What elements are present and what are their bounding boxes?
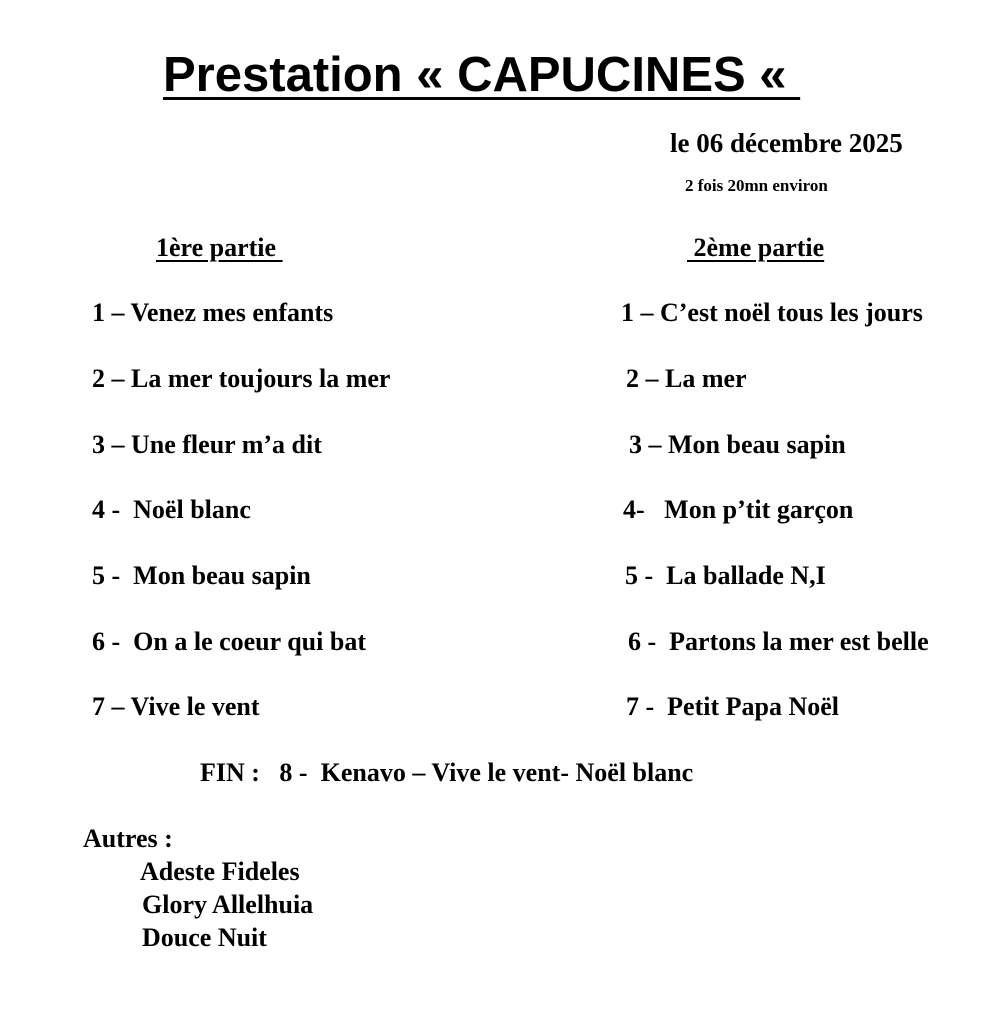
part1-song-3: 3 – Une fleur m’a dit <box>92 430 322 459</box>
other-song-3: Douce Nuit <box>142 923 267 952</box>
part2-song-6: 6 - Partons la mer est belle <box>628 627 929 656</box>
part2-song-5: 5 - La ballade N,I <box>625 561 826 590</box>
event-date: le 06 décembre 2025 <box>670 128 903 158</box>
part1-song-6: 6 - On a le coeur qui bat <box>92 627 366 656</box>
part1-song-7: 7 – Vive le vent <box>92 692 260 721</box>
part2-song-7: 7 - Petit Papa Noël <box>626 692 840 721</box>
part1-song-5: 5 - Mon beau sapin <box>92 561 311 590</box>
part2-song-2: 2 – La mer <box>626 364 747 393</box>
others-label: Autres : <box>83 824 173 853</box>
other-song-2: Glory Allelhuia <box>142 890 314 919</box>
part1-song-2: 2 – La mer toujours la mer <box>92 364 391 393</box>
document-title: Prestation « CAPUCINES « <box>163 48 801 102</box>
event-duration: 2 fois 20mn environ <box>685 176 828 195</box>
part1-song-1: 1 – Venez mes enfants <box>92 298 334 327</box>
part2-heading: 2ème partie <box>687 233 825 262</box>
part1-heading: 1ère partie <box>156 233 283 262</box>
finale-line: FIN : 8 - Kenavo – Vive le vent- Noël blanc <box>200 758 694 787</box>
other-song-1: Adeste Fideles <box>140 857 300 886</box>
part2-song-4: 4- Mon p’tit garçon <box>623 495 854 524</box>
part1-song-4: 4 - Noël blanc <box>92 495 251 524</box>
part2-song-1: 1 – C’est noël tous les jours <box>621 298 923 327</box>
part2-song-3: 3 – Mon beau sapin <box>629 430 846 459</box>
